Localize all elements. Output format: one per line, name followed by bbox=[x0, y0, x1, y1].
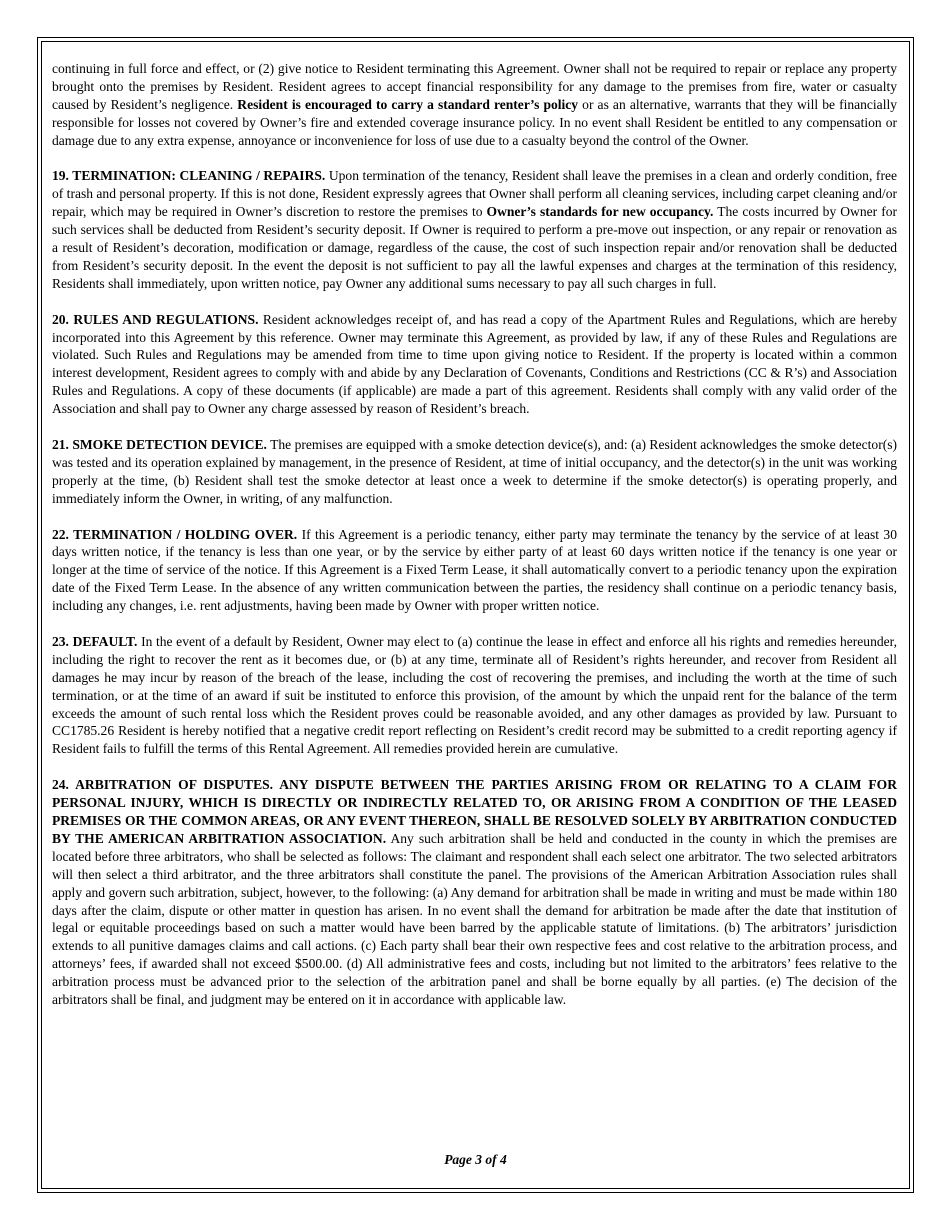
owner-standards-emphasis: Owner’s standards for new occupancy. bbox=[486, 204, 714, 220]
section-21-heading: 21. SMOKE DETECTION DEVICE. bbox=[52, 436, 267, 452]
page-number: Page 3 of 4 bbox=[444, 1152, 507, 1167]
paragraph-continuation: continuing in full force and effect, or (2) give notice to Resident terminating this Agreement. Owner shall not be required to repair or replace any property brought onto the premises by Resident. Resident agrees to accept financial responsibility for any damage to the premises from fire, water or casualty caused by Resident’s negligence. Resident is encouraged to carry a standard renter’s policy or as an alternative, warrants that they will be financially responsible for losses not covered by Owner’s fire and extended coverage insurance policy. In no event shall Resident be entitled to any compensation or damage due to any extra expense, annoyance or inconvenience for loss of use due to a casualty beyond the control of the Owner. bbox=[52, 61, 897, 148]
section-22-heading: 22. TERMINATION / HOLDING OVER. bbox=[52, 526, 298, 542]
section-20-heading: 20. RULES AND REGULATIONS. bbox=[52, 311, 259, 327]
section-19-heading: 19. TERMINATION: CLEANING / REPAIRS. bbox=[52, 168, 326, 184]
renters-policy-emphasis: Resident is encouraged to carry a standard renter’s policy bbox=[237, 96, 579, 112]
section-24: 24. ARBITRATION OF DISPUTES. ANY DISPUTE BETWEEN THE PARTIES ARISING FROM OR RELATING TO A CLAIM FOR PERSONAL INJURY, WHICH IS DIRECTLY OR INDIRECTLY RELATED TO, OR ARISING FROM A CONDITION OF THE LEASED PREMISES OR THE COMMON AREAS, OR ANY EVENT THEREON, SHALL BE RESOLVED SOLELY BY ARBITRATION CONDUCTED BY THE AMERICAN ARBITRATION ASSOCIATION. Any such arbitration shall be held and conducted in the county in which the premises are located before three arbitrators, who shall be selected as follows: The claimant and respondent shall each select one arbitrator. The two selected arbitrators will then select a third arbitrator, and the three arbitrators shall constitute the panel. The provisions of the American Arbitration Association rules shall apply and govern such arbitration, subject, however, to the following: (a) Any demand for arbitration shall be made in writing and must be made within 180 days after the claim, dispute or other matter in question has arisen. In no event shall the demand for arbitration be made after the date that institution of legal or equitable proceedings based on such a matter would have been barred by the applicable statute of limitations. (b) The arbitrators’ jurisdiction extends to all punitive damages claims and call actions. (c) Each party shall bear their own respective fees and cost relative to the arbitration process, and attorneys’ fees, if awarded shall not exceed $500.00. (d) All administrative fees and costs, including but not limited to the arbitrators’ fees relative to the arbitration process must be advanced prior to the selection of the arbitration panel and shall be borne equally by all parties. (e) The decision of the arbitrators shall be final, and judgment may be entered on it in accordance with applicable law. bbox=[52, 777, 898, 1008]
section-20: 20. RULES AND REGULATIONS. Resident acknowledges receipt of, and has read a copy of the Apartment Rules and Regulations, which are hereby incorporated into this Agreement by this reference. Owner may terminate this Agreement, as provided by law, if any of these Rules and Regulations are violated. Such Rules and Regulations may be amended from time to time upon giving notice to Resident. If the property is located within a common interest development, Resident agrees to comply with and abide by any Declaration of Covenants, Conditions and Restrictions (CC & R’s) and Association Rules and Regulations. A copy of these documents (if applicable) are made a part of this agreement. Residents shall comply with any valid order of the Association and shall pay to Owner any charge assessed by reason of Resident’s breach. bbox=[52, 311, 897, 417]
section-24-heading: 24. ARBITRATION OF DISPUTES. ANY DISPUTE BETWEEN THE PARTIES ARISING FROM OR RELATING TO A CLAIM FOR PERSONAL INJURY, WHICH IS DIRECTLY OR INDIRECTLY RELATED TO, OR ARISING FROM A CONDITION OF THE LEASED PREMISES OR THE COMMON AREAS, OR ANY EVENT THEREON, SHALL BE RESOLVED SOLELY BY ARBITRATION CONDUCTED BY THE AMERICAN ARBITRATION ASSOCIATION. bbox=[52, 777, 897, 846]
section-21: 21. SMOKE DETECTION DEVICE. The premises are equipped with a smoke detection device(s), and: (a) Resident acknowledges the smoke detector(s) was tested and its operation explained by management, in the presence of Resident, at time of initial occupancy, and the detector(s) in the unit was working properly at the time, (b) Resident shall test the smoke detector at least once a week to determine if the smoke detector(s) is operating properly, and immediately inform the Owner, in writing, of any malfunction. bbox=[52, 436, 898, 506]
section-23: 23. DEFAULT. In the event of a default by Resident, Owner may elect to (a) continue the lease in effect and enforce all his rights and remedies hereunder, including the right to recover the rent as it becomes due, or (b) at any time, terminate all of Resident’s rights hereunder, and recover from Resident all damages he may incur by reason of the breach of the lease, including the cost of recovering the premises, and including the worth at the time of such termination, or at the time of an award if suit be instituted to enforce this provision, of the amount by which the unpaid rent for the balance of the term exceeds the amount of such rental loss which the Resident proves could be reasonable avoided, and any other damages as provided by law. Pursuant to CC1785.26 Resident is hereby notified that a negative credit report reflecting on Resident’s credit record may be submitted to a credit reporting agency if Resident fails to fulfill the terms of this Rental Agreement. All remedies provided herein are cumulative. bbox=[52, 633, 897, 757]
document-body bbox=[52, 60, 897, 1027]
section-22: 22. TERMINATION / HOLDING OVER. If this Agreement is a periodic tenancy, either party may terminate the tenancy by the service of at least 30 days written notice, if the tenancy is less than one year, or by the service by either party of at least 60 days written notice if the tenancy is one year or longer at the time of service of the notice. If this Agreement is a Fixed Term Lease, it shall automatically convert to a periodic tenancy upon the expiration date of the Fixed Term Lease. In the absence of any written communication between the parties, the residency shall continue on a periodic tenancy basis, including any changes, i.e. rent adjustments, having been made by Owner with proper written notice. bbox=[52, 526, 897, 614]
section-19: 19. TERMINATION: CLEANING / REPAIRS. Upon termination of the tenancy, Resident shall leave the premises in a clean and orderly condition, free of trash and personal property. If this is not done, Resident expressly agrees that Owner shall perform all cleaning services, including carpet cleaning and/or repair, which may be required in Owner’s discretion to restore the premises to Owner’s standards for new occupancy. The costs incurred by Owner for such services shall be deducted from Resident’s security deposit. If Owner is required to perform a pre-move out inspection, or any repair or renovation as a result of Resident’s decoration, modification or damage, regardless of the cause, the cost of such inspection repair and/or renovation shall be deducted from Resident’s security deposit. In the event the deposit is not sufficient to pay all the lawful expenses and charges at the termination of this residency, Residents shall immediately, upon written notice, pay Owner any additional sums necessary to pay all such charges in full. bbox=[52, 168, 897, 291]
section-23-heading: 23. DEFAULT. bbox=[52, 633, 138, 649]
